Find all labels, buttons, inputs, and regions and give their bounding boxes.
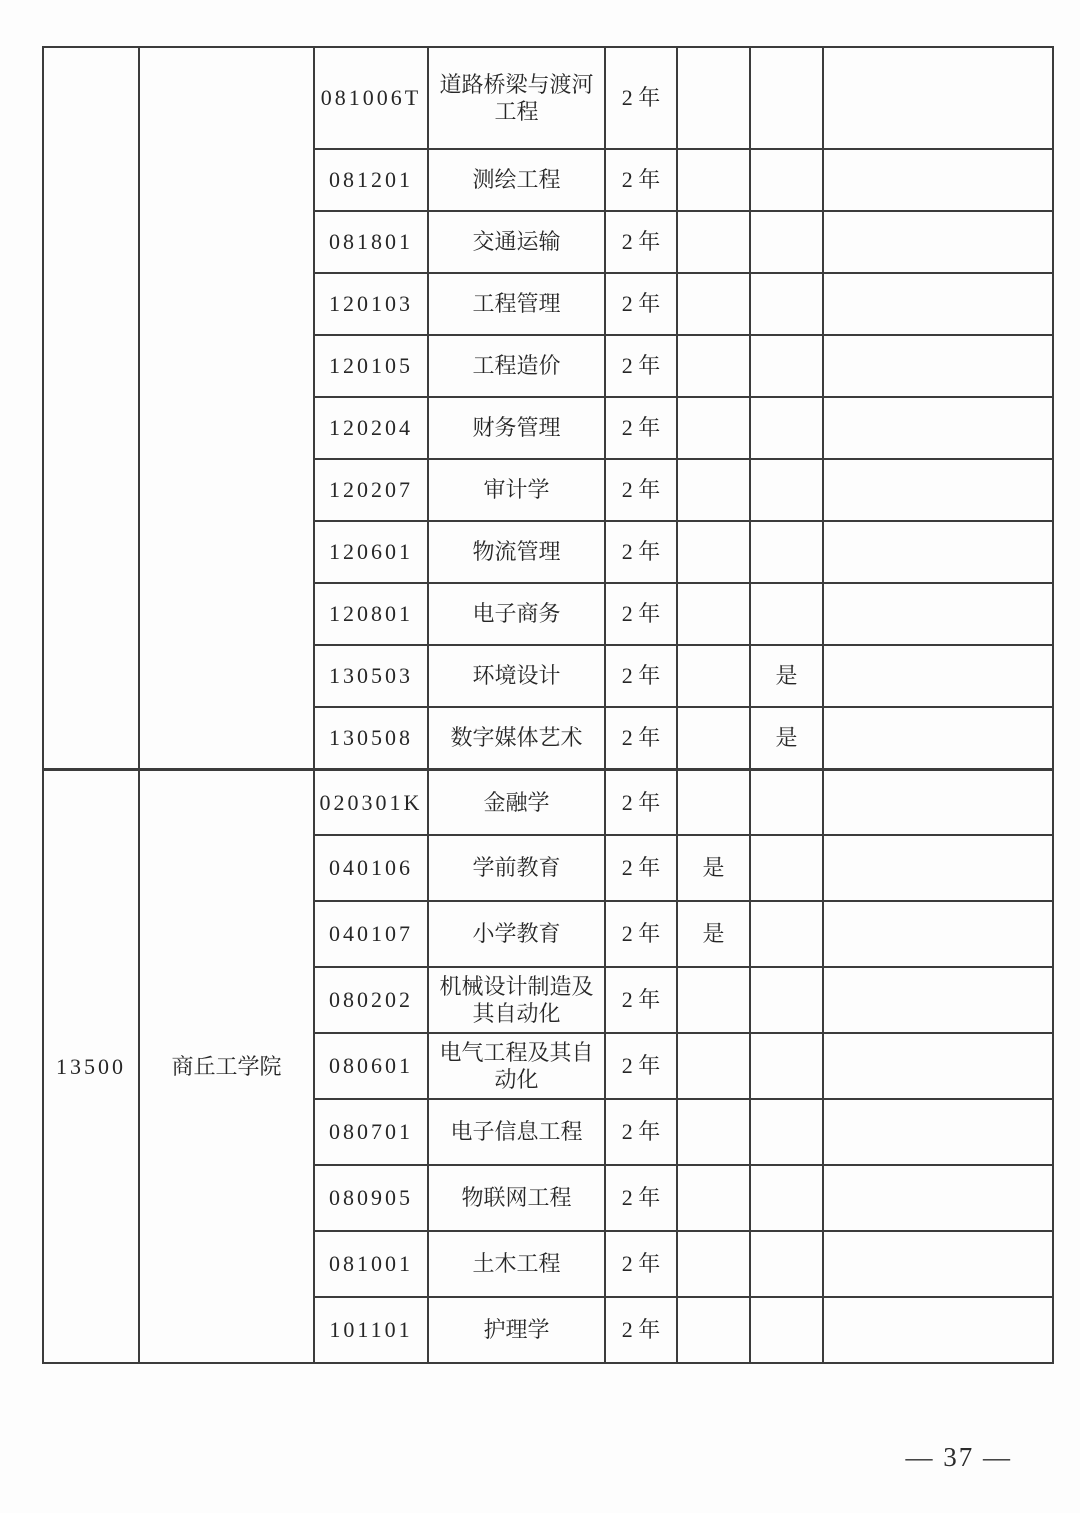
flag-b-cell <box>750 1099 823 1165</box>
duration-cell: 2 年 <box>605 645 677 707</box>
duration-cell: 2 年 <box>605 769 677 835</box>
major-name-cell: 金融学 <box>428 769 605 835</box>
duration-cell: 2 年 <box>605 1033 677 1099</box>
remark-cell <box>823 1231 1053 1297</box>
duration-cell: 2 年 <box>605 149 677 211</box>
major-name-cell: 审计学 <box>428 459 605 521</box>
major-code-cell: 081006T <box>314 47 428 149</box>
major-code-cell: 081801 <box>314 211 428 273</box>
flag-b-cell <box>750 1231 823 1297</box>
school-code-cell <box>43 47 139 769</box>
flag-a-cell <box>677 397 750 459</box>
major-name-cell: 工程管理 <box>428 273 605 335</box>
major-name-cell: 电气工程及其自动化 <box>428 1033 605 1099</box>
remark-cell <box>823 769 1053 835</box>
major-code-cell: 120103 <box>314 273 428 335</box>
major-code-cell: 020301K <box>314 769 428 835</box>
duration-cell: 2 年 <box>605 397 677 459</box>
remark-cell <box>823 967 1053 1033</box>
remark-cell <box>823 273 1053 335</box>
major-code-cell: 081201 <box>314 149 428 211</box>
flag-a-cell <box>677 1231 750 1297</box>
major-name-cell: 小学教育 <box>428 901 605 967</box>
flag-b-cell <box>750 583 823 645</box>
major-code-cell: 120801 <box>314 583 428 645</box>
major-code-cell: 080202 <box>314 967 428 1033</box>
flag-b-cell <box>750 1297 823 1363</box>
major-name-cell: 环境设计 <box>428 645 605 707</box>
major-name-cell: 物流管理 <box>428 521 605 583</box>
flag-a-cell <box>677 521 750 583</box>
remark-cell <box>823 901 1053 967</box>
school-code-cell: 13500 <box>43 769 139 1363</box>
flag-a-cell <box>677 335 750 397</box>
major-code-cell: 120207 <box>314 459 428 521</box>
flag-b-cell <box>750 1033 823 1099</box>
major-code-cell: 080905 <box>314 1165 428 1231</box>
remark-cell <box>823 1099 1053 1165</box>
major-code-cell: 120601 <box>314 521 428 583</box>
remark-cell <box>823 707 1053 769</box>
major-name-cell: 财务管理 <box>428 397 605 459</box>
school-name-cell: 商丘工学院 <box>139 769 314 1363</box>
flag-b-cell: 是 <box>750 645 823 707</box>
duration-cell: 2 年 <box>605 47 677 149</box>
duration-cell: 2 年 <box>605 901 677 967</box>
major-name-cell: 护理学 <box>428 1297 605 1363</box>
flag-b-cell <box>750 1165 823 1231</box>
duration-cell: 2 年 <box>605 335 677 397</box>
flag-a-cell <box>677 583 750 645</box>
flag-b-cell <box>750 149 823 211</box>
major-name-cell: 交通运输 <box>428 211 605 273</box>
duration-cell: 2 年 <box>605 1165 677 1231</box>
flag-a-cell <box>677 769 750 835</box>
flag-b-cell: 是 <box>750 707 823 769</box>
duration-cell: 2 年 <box>605 1099 677 1165</box>
major-name-cell: 物联网工程 <box>428 1165 605 1231</box>
remark-cell <box>823 149 1053 211</box>
major-code-cell: 081001 <box>314 1231 428 1297</box>
major-code-cell: 040107 <box>314 901 428 967</box>
flag-b-cell <box>750 967 823 1033</box>
major-name-cell: 电子商务 <box>428 583 605 645</box>
duration-cell: 2 年 <box>605 967 677 1033</box>
flag-a-cell <box>677 1165 750 1231</box>
school-name-cell <box>139 47 314 769</box>
flag-b-cell <box>750 211 823 273</box>
major-name-cell: 道路桥梁与渡河工程 <box>428 47 605 149</box>
page-number: — 37 — <box>905 1442 1012 1472</box>
remark-cell <box>823 211 1053 273</box>
flag-a-cell <box>677 211 750 273</box>
flag-a-cell: 是 <box>677 835 750 901</box>
flag-a-cell <box>677 645 750 707</box>
duration-cell: 2 年 <box>605 459 677 521</box>
duration-cell: 2 年 <box>605 835 677 901</box>
flag-b-cell <box>750 521 823 583</box>
major-code-cell: 120105 <box>314 335 428 397</box>
flag-a-cell <box>677 1099 750 1165</box>
major-code-cell: 080601 <box>314 1033 428 1099</box>
major-code-cell: 130503 <box>314 645 428 707</box>
major-code-cell: 120204 <box>314 397 428 459</box>
flag-a-cell <box>677 47 750 149</box>
remark-cell <box>823 397 1053 459</box>
duration-cell: 2 年 <box>605 1297 677 1363</box>
flag-b-cell <box>750 273 823 335</box>
flag-b-cell <box>750 769 823 835</box>
duration-cell: 2 年 <box>605 273 677 335</box>
flag-a-cell <box>677 273 750 335</box>
major-name-cell: 测绘工程 <box>428 149 605 211</box>
flag-a-cell <box>677 707 750 769</box>
remark-cell <box>823 1033 1053 1099</box>
remark-cell <box>823 335 1053 397</box>
remark-cell <box>823 1165 1053 1231</box>
remark-cell <box>823 47 1053 149</box>
major-name-cell: 学前教育 <box>428 835 605 901</box>
remark-cell <box>823 583 1053 645</box>
flag-b-cell <box>750 835 823 901</box>
remark-cell <box>823 1297 1053 1363</box>
duration-cell: 2 年 <box>605 521 677 583</box>
major-name-cell: 电子信息工程 <box>428 1099 605 1165</box>
flag-b-cell <box>750 901 823 967</box>
flag-a-cell <box>677 1033 750 1099</box>
flag-b-cell <box>750 335 823 397</box>
major-name-cell: 土木工程 <box>428 1231 605 1297</box>
duration-cell: 2 年 <box>605 707 677 769</box>
major-name-cell: 数字媒体艺术 <box>428 707 605 769</box>
remark-cell <box>823 645 1053 707</box>
flag-b-cell <box>750 47 823 149</box>
school-block <box>43 769 1053 1363</box>
remark-cell <box>823 521 1053 583</box>
major-code-cell: 080701 <box>314 1099 428 1165</box>
duration-cell: 2 年 <box>605 1231 677 1297</box>
duration-cell: 2 年 <box>605 583 677 645</box>
major-name-cell: 工程造价 <box>428 335 605 397</box>
flag-a-cell <box>677 1297 750 1363</box>
flag-b-cell <box>750 397 823 459</box>
remark-cell <box>823 459 1053 521</box>
major-code-cell: 130508 <box>314 707 428 769</box>
table-row <box>43 47 1053 149</box>
major-code-cell: 040106 <box>314 835 428 901</box>
flag-a-cell <box>677 967 750 1033</box>
school-block <box>43 47 1053 769</box>
duration-cell: 2 年 <box>605 211 677 273</box>
flag-a-cell <box>677 459 750 521</box>
major-name-cell: 机械设计制造及其自动化 <box>428 967 605 1033</box>
majors-table <box>42 46 1054 1364</box>
table-row <box>43 769 1053 835</box>
remark-cell <box>823 835 1053 901</box>
flag-b-cell <box>750 459 823 521</box>
major-code-cell: 101101 <box>314 1297 428 1363</box>
flag-a-cell <box>677 149 750 211</box>
flag-a-cell: 是 <box>677 901 750 967</box>
